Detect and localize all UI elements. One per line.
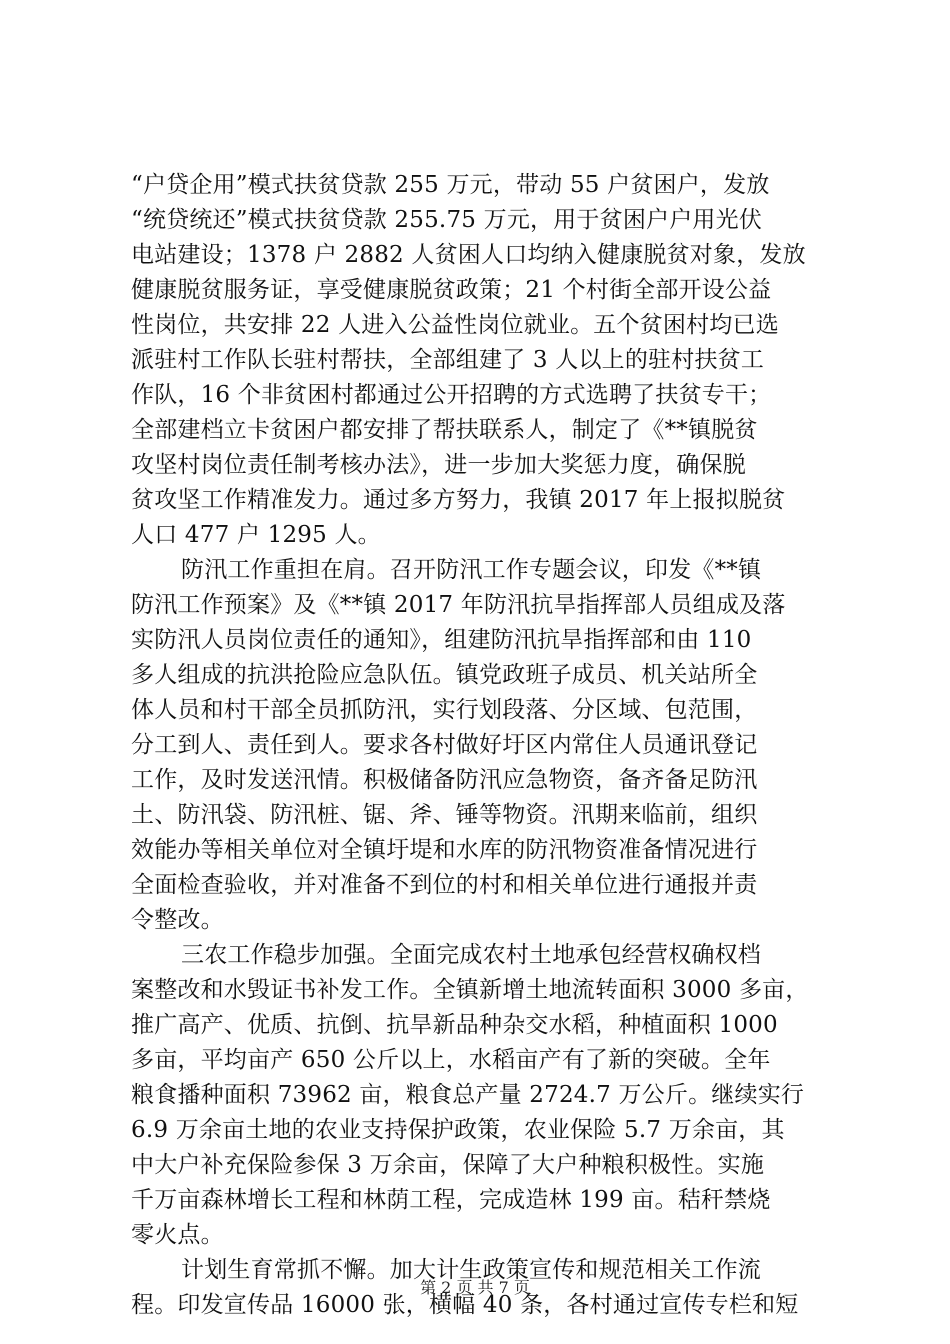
- text-line: 电站建设；1378 户 2882 人贫困人口均纳入健康脱贫对象，发放: [131, 242, 806, 268]
- text-line: 作队，16 个非贫困村都通过公开招聘的方式选聘了扶贫专干；: [131, 382, 772, 408]
- text-line: 贫攻坚工作精准发力。通过多方努力，我镇 2017 年上报拟脱贫: [131, 487, 786, 513]
- page-number-footer: 第 2 页 共 7 页: [420, 1278, 530, 1297]
- text-line: 体人员和村干部全员抓防汛，实行划段落、分区域、包范围，: [131, 697, 758, 723]
- text-line: 多亩，平均亩产 650 公斤以上，水稻亩产有了新的突破。全年: [131, 1047, 771, 1073]
- text-line: 6.9 万余亩土地的农业支持保护政策，农业保险 5.7 万余亩，其: [131, 1117, 785, 1143]
- text-line: 人口 477 户 1295 人。: [131, 522, 381, 548]
- text-line: 实防汛人员岗位责任的通知》，组建防汛抗旱指挥部和由 110: [131, 627, 752, 653]
- text-line: 派驻村工作队长驻村帮扶，全部组建了 3 人以上的驻村扶贫工: [131, 347, 765, 373]
- paragraph-heading-line: 计划生育常抓不懈。加大计生政策宣传和规范相关工作流: [181, 1257, 761, 1283]
- text-line: “户贷企用”模式扶贫贷款 255 万元，带动 55 户贫困户，发放: [131, 172, 770, 198]
- text-line: 千万亩森林增长工程和林荫工程，完成造林 199 亩。秸秆禁烧: [131, 1187, 771, 1213]
- text-line: 性岗位，共安排 22 人进入公益性岗位就业。五个贫困村均已选: [131, 312, 779, 338]
- document-body: [131, 168, 831, 1323]
- text-line: 中大户补充保险参保 3 万余亩，保障了大户种粮积极性。实施: [131, 1152, 765, 1178]
- paragraph-heading-line: 三农工作稳步加强。全面完成农村土地承包经营权确权档: [181, 942, 761, 968]
- text-line: 工作，及时发送汛情。积极储备防汛应急物资，备齐备足防汛: [131, 767, 758, 793]
- text-line: 攻坚村岗位责任制考核办法》，进一步加大奖惩力度，确保脱: [131, 452, 746, 478]
- text-line: 粮食播种面积 73962 亩，粮食总产量 2724.7 万公斤。继续实行: [131, 1082, 805, 1108]
- text-line: 推广高产、优质、抗倒、抗旱新品种杂交水稻，种植面积 1000: [131, 1012, 778, 1038]
- text-line: 全面检查验收，并对准备不到位的村和相关单位进行通报并责: [131, 872, 758, 898]
- text-line: 案整改和水毁证书补发工作。全镇新增土地流转面积 3000 多亩，: [131, 977, 809, 1003]
- text-line: 健康脱贫服务证，享受健康脱贫政策；21 个村街全部开设公益: [131, 277, 772, 303]
- text-line: 程。印发宣传品 16000 张，横幅 40 条，各村通过宣传专栏和短: [131, 1292, 799, 1318]
- text-line: 令整改。: [131, 907, 224, 933]
- text-line: 分工到人、责任到人。要求各村做好圩区内常住人员通讯登记: [131, 732, 758, 758]
- text-line: 土、防汛袋、防汛桩、锯、斧、锤等物资。汛期来临前，组织: [131, 802, 758, 828]
- text-line: 多人组成的抗洪抢险应急队伍。镇党政班子成员、机关站所全: [131, 662, 758, 688]
- text-line: 零火点。: [131, 1222, 224, 1248]
- text-line: 全部建档立卡贫困户都安排了帮扶联系人，制定了《**镇脱贫: [131, 417, 758, 443]
- paragraph-heading-line: 防汛工作重担在肩。召开防汛工作专题会议，印发《**镇: [181, 557, 762, 583]
- text-line: “统贷统还”模式扶贫贷款 255.75 万元，用于贫困户户用光伏: [131, 207, 763, 233]
- text-line: 防汛工作预案》及《**镇 2017 年防汛抗旱指挥部人员组成及落: [131, 592, 786, 618]
- text-line: 效能办等相关单位对全镇圩堤和水库的防汛物资准备情况进行: [131, 837, 758, 863]
